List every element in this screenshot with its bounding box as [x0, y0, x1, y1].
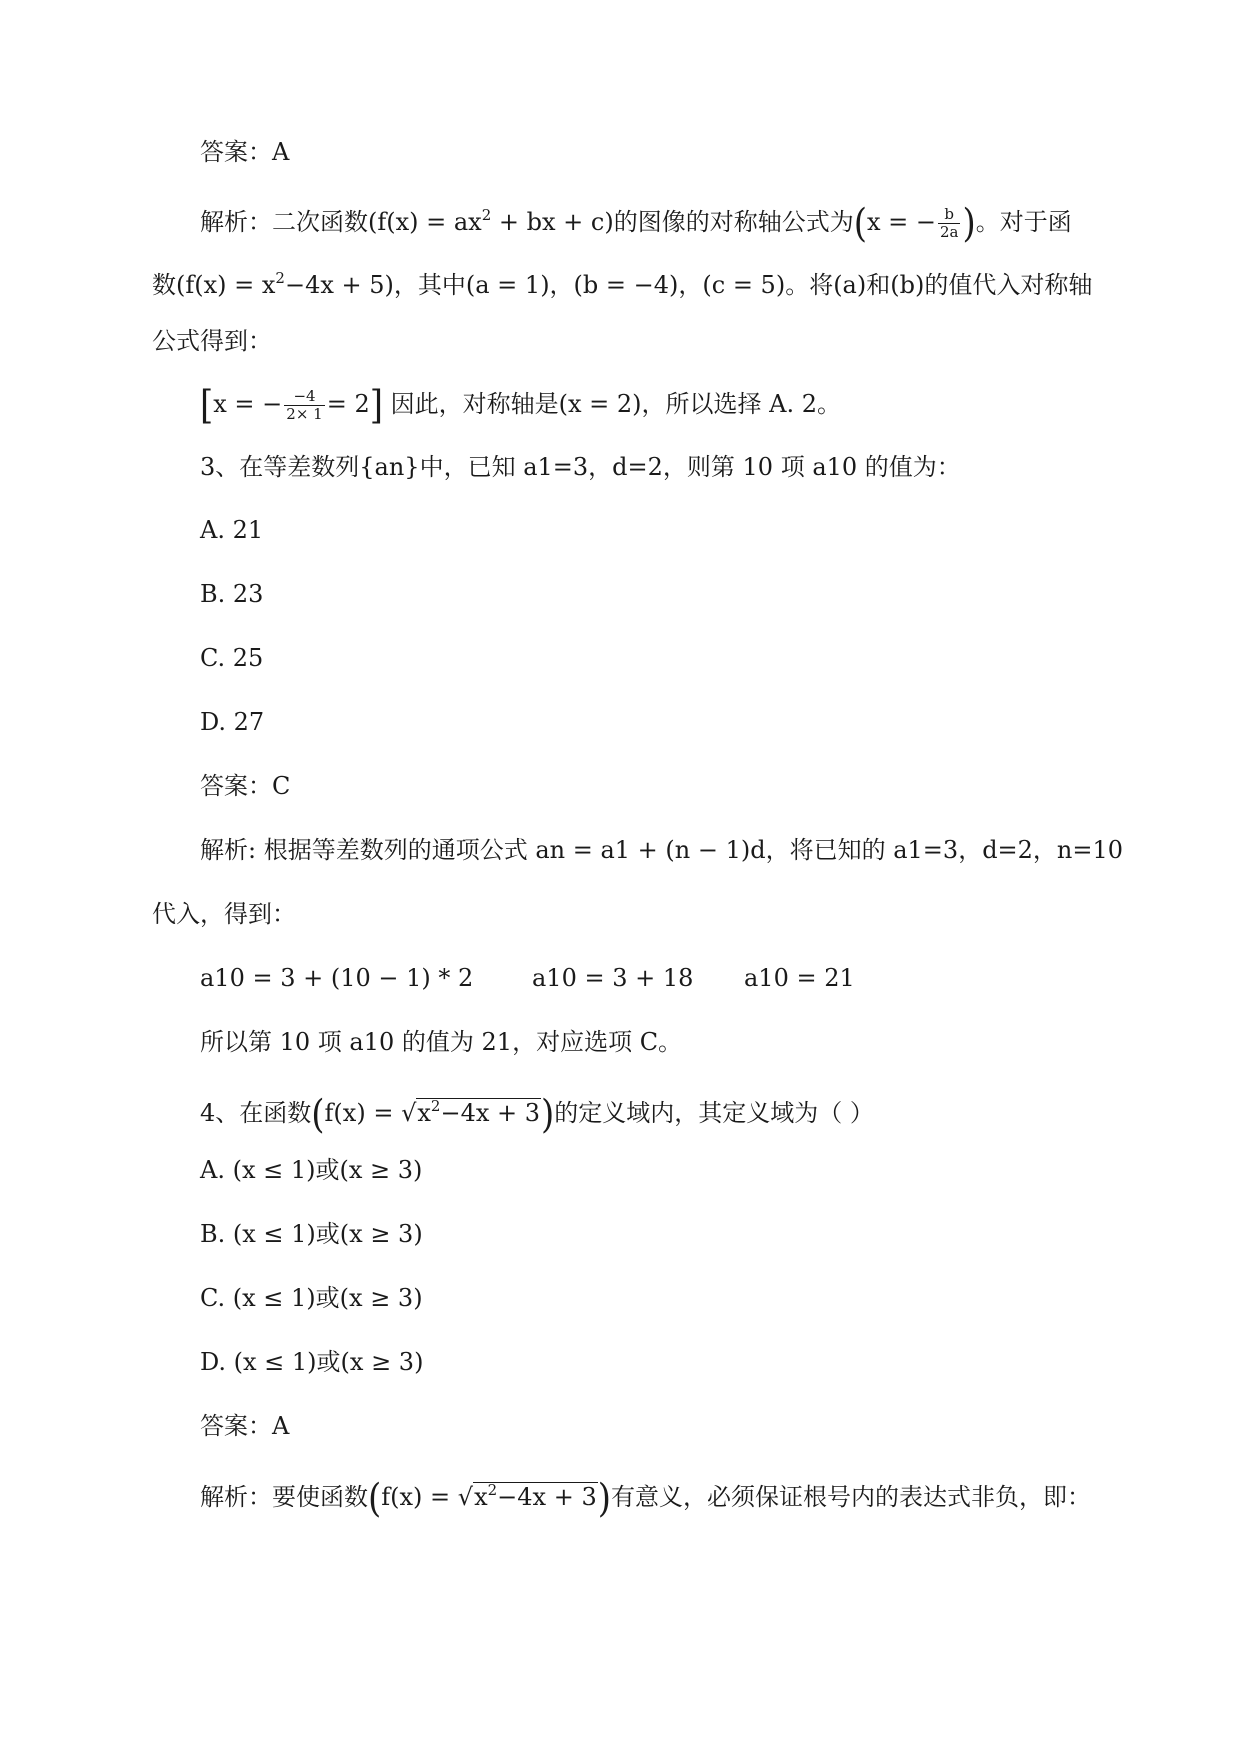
result-fraction: $\frac{-4}{2\times 1}$: [286, 387, 323, 423]
sqrt-expression: $√x^2-4x + 3$: [401, 1097, 541, 1127]
q2-analysis-line2: 数$(f(x) = x^2-4x + 5)$，其中(a = 1)，(b = −4)，(c = 5)。将(a)和(b)的值代入对称轴: [152, 269, 1093, 299]
q3-calc-step2: a10 = 3 + 18: [532, 964, 694, 992]
sqrt-expression: $√x^2-4x + 3$: [457, 1481, 597, 1511]
q3-question: 3、在等差数列{an}中，已知 a1=3，d=2，则第 10 项 a10 的值为：: [200, 453, 961, 481]
axis-fraction: $\frac{b}{2a}$: [939, 205, 959, 241]
q4-answer: 答案：A: [200, 1412, 290, 1440]
q2-analysis-line3: 公式得到：: [152, 327, 272, 355]
q3-conclusion: 所以第 10 项 a10 的值为 21，对应选项 C。: [200, 1028, 683, 1056]
q3-option-c: C. 25: [200, 644, 264, 672]
q4-analysis-line1: 解析：要使函数$(f(x) = √x^2-4x + 3)$有意义，必须保证根号内的表达式非负，即：: [200, 1475, 1091, 1522]
axis-formula: x = −: [866, 208, 936, 236]
q4-option-d: D. (x ≤ 1)或(x ≥ 3): [200, 1348, 424, 1376]
q3-analysis-line2: 代入，得到：: [152, 900, 296, 928]
q4-question: 4、在函数$(f(x) = √x^2-4x + 3)$的定义域内，其定义域为（ ）: [200, 1091, 874, 1138]
q3-option-b: B. 23: [200, 580, 264, 608]
q3-calc-step3: a10 = 21: [744, 964, 855, 992]
q3-option-a: A. 21: [200, 516, 264, 544]
q3-calc-step1: a10 = 3 + (10 − 1) * 2: [200, 964, 474, 992]
q4-option-c: C. (x ≤ 1)或(x ≥ 3): [200, 1284, 423, 1312]
q2-analysis-line1: 解析：二次函数($f(x) = ax^2$ + bx + c)的图像的对称轴公式为(x = − $\frac{b}{2a}$ )。对于函: [200, 200, 1072, 247]
q3-option-d: D. 27: [200, 708, 265, 736]
q2-answer: 答案：A: [200, 138, 290, 166]
q3-analysis-line1: 解析: 根据等差数列的通项公式 an = a1 + (n − 1)d，将已知的 a1=3，d=2，n=10: [200, 836, 1124, 864]
q3-answer: 答案：C: [200, 772, 291, 800]
q2-result-line: [x = − $\frac{-4}{2\times 1}$ = 2] 因此，对称轴是(x = 2)，所以选择 A. 2。: [200, 382, 842, 429]
q4-option-a: A. (x ≤ 1)或(x ≥ 3): [200, 1156, 423, 1184]
q4-option-b: B. (x ≤ 1)或(x ≥ 3): [200, 1220, 423, 1248]
